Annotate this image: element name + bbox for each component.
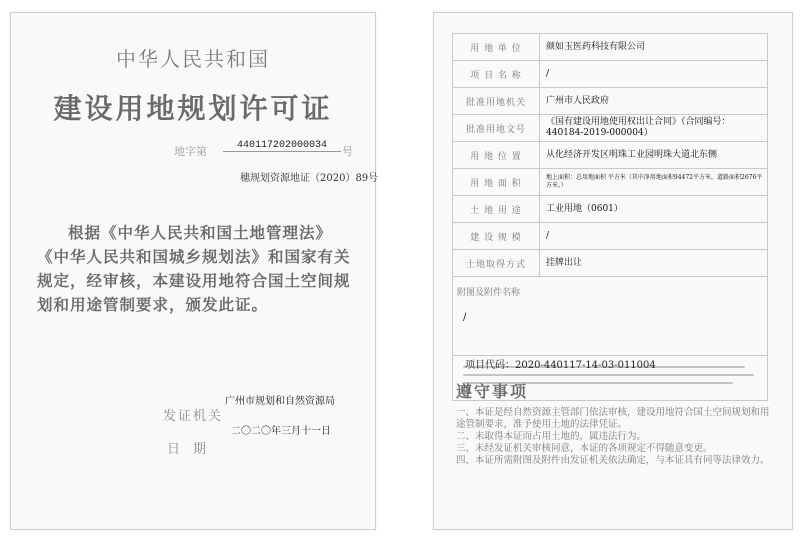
date-label <box>167 438 219 457</box>
table-row <box>453 34 768 61</box>
date-label-char-2: 期 <box>193 442 207 457</box>
observance-title: 遵守事项 <box>456 382 529 401</box>
table-row <box>453 169 768 196</box>
table-row <box>453 196 768 223</box>
row-value-approval-doc: 《国有建设用地使用权出让合同》（合同编号：440184-2019-000004） <box>540 115 768 142</box>
row-value-land-use: 工业用地（0601） <box>540 196 768 223</box>
table-row <box>453 223 768 250</box>
row-label-approval-authority: 批准用地机关 <box>453 88 540 115</box>
observance-list <box>456 407 776 467</box>
row-value-location: 从化经济开发区明珠工业园明珠大道北东侧 <box>540 142 768 169</box>
document-reference: 穗规划资源地证（2020）89号 <box>240 173 379 184</box>
permit-title: 建设用地规划许可证 <box>53 92 333 125</box>
table-row <box>453 61 768 88</box>
observance-item-4: 四、本证所需附图及附件由发证机关依法确定，与本证具有同等法律效力。 <box>456 455 770 466</box>
row-value-approval-authority: 广州市人民政府 <box>540 88 768 115</box>
attachments-row <box>453 277 768 356</box>
permit-number-label: 地字第 <box>174 145 207 158</box>
row-label-area: 用 地 面 积 <box>453 169 540 196</box>
row-value-acquisition-method: 挂牌出让 <box>540 250 768 277</box>
permit-back-page <box>433 12 793 530</box>
project-code: 项目代码：2020-440117-14-03-011004 <box>465 360 656 371</box>
attachments-label: 附图及附件名称 <box>457 288 521 298</box>
date-label-char-1: 日 <box>167 442 181 457</box>
table-row <box>453 250 768 277</box>
row-label-land-unit: 用 地 单 位 <box>453 34 540 61</box>
row-value-construction-scale: / <box>540 223 768 250</box>
attachments-value: / <box>463 312 467 323</box>
issuer-value: 广州市规划和自然资源局 <box>225 396 335 407</box>
row-label-location: 用 地 位 置 <box>453 142 540 169</box>
observance-item-3: 三、未经发证机关审核同意，本证的各项规定不得随意变更。 <box>456 443 713 454</box>
row-value-project-name: / <box>540 61 768 88</box>
table-row <box>453 142 768 169</box>
permit-number-value: 440117202000034 <box>223 140 341 152</box>
permit-number-suffix: 号 <box>342 145 353 158</box>
legal-basis-text: 根据《中华人民共和国土地管理法》《中华人民共和国城乡规划法》和国家有关规定，经审核，本建设用地符合国土空间规划和用途管制要求，颁发此证。 <box>37 224 351 314</box>
land-info-table <box>452 33 768 401</box>
row-value-area: 地上面积：总用地面积 平方米（其中净用地面积94472平方米，道路面积2676平方米。） <box>540 169 768 196</box>
row-label-project-name: 项 目 名 称 <box>453 61 540 88</box>
table-row <box>453 88 768 115</box>
row-label-acquisition-method: 土地取得方式 <box>453 250 540 277</box>
country-name: 中华人民共和国 <box>116 47 270 71</box>
row-label-land-use: 土 地 用 途 <box>453 196 540 223</box>
issuer-label: 发证机关 <box>163 409 224 424</box>
fine-print-line <box>463 374 754 376</box>
table-row <box>453 115 768 142</box>
row-label-construction-scale: 建 设 规 模 <box>453 223 540 250</box>
attachments-cell <box>453 277 768 356</box>
row-value-land-unit: 颜如玉医药科技有限公司 <box>540 34 768 61</box>
observance-item-1: 一、本证是经自然资源主管部门依法审核，建设用地符合国土空间规划和用途管制要求，准予使用土地的法律凭证。 <box>456 407 770 430</box>
row-label-approval-doc: 批准用地文号 <box>453 115 540 142</box>
date-value: 二〇二〇年三月十一日 <box>231 426 331 437</box>
permit-front-page <box>10 12 379 530</box>
observance-item-2: 二、未取得本证而占用土地的，属违法行为。 <box>456 431 647 442</box>
